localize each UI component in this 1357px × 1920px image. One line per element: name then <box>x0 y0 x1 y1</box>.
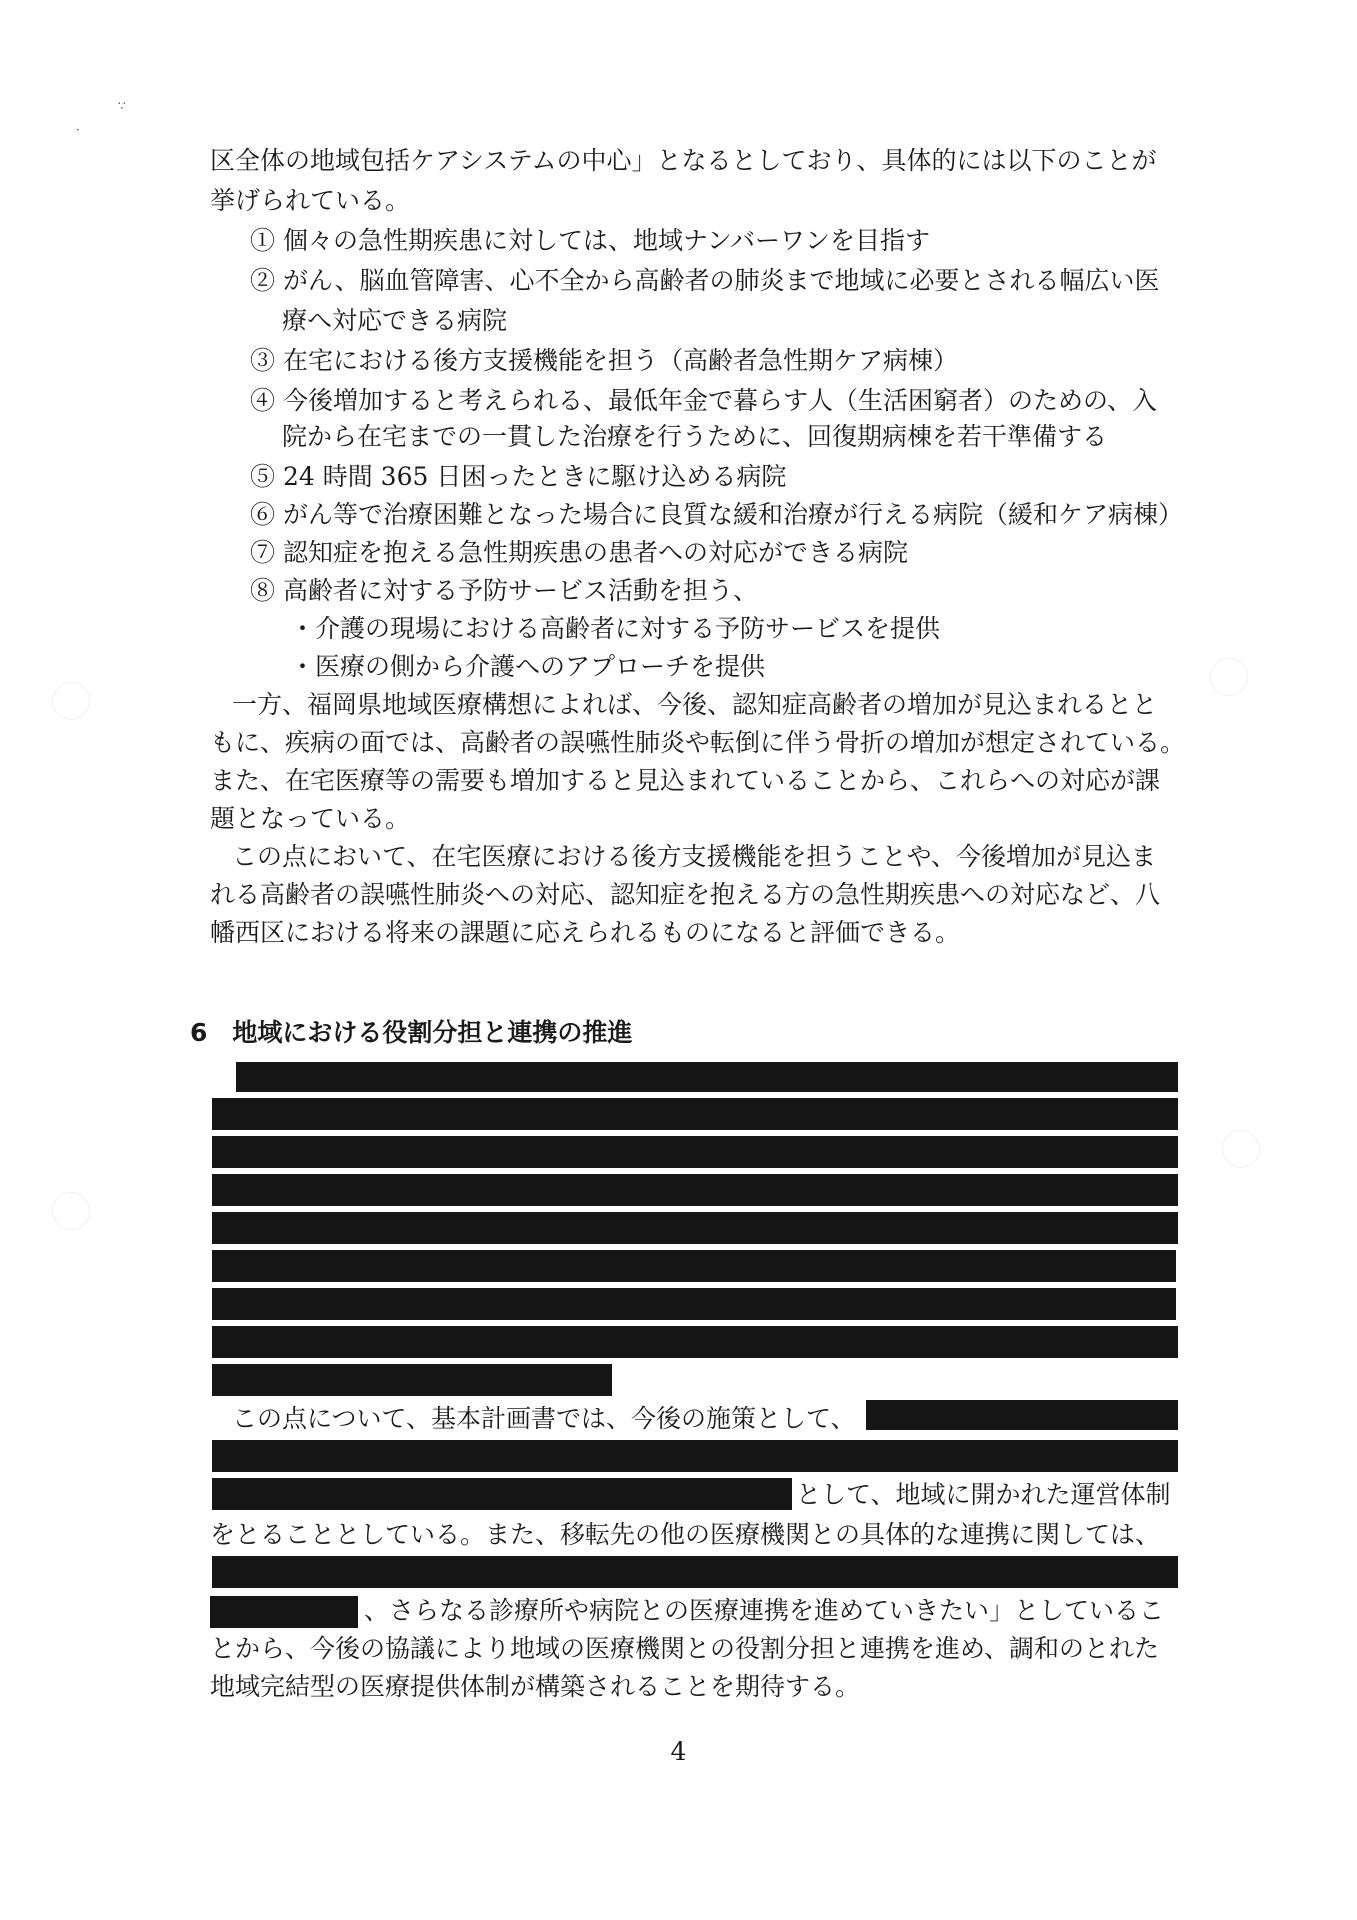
list-text: がん等で治療困難となった場合に良質な緩和治療が行える病院（緩和ケア病棟） <box>282 500 1183 529</box>
scan-speck: · <box>76 123 80 137</box>
list-text: 在宅における後方支援機能を担う（高齢者急性期ケア病棟） <box>282 346 958 375</box>
list-number: ① <box>250 226 276 255</box>
list-number: ② <box>250 266 276 295</box>
paragraph-line: また、在宅医療等の需要も増加すると見込まれていることから、これらへの対応が課 <box>210 766 1161 795</box>
redaction-bar <box>210 1596 358 1628</box>
list-text: 認知症を抱える急性期疾患の患者への対応ができる病院 <box>282 538 908 567</box>
paragraph-line: 地域完結型の医療提供体制が構築されることを期待する。 <box>210 1672 861 1701</box>
redaction-bar <box>212 1212 1178 1244</box>
list-text: 高齢者に対する予防サービス活動を担う、 <box>282 576 758 605</box>
redaction-bar <box>212 1556 1178 1588</box>
bullet-item: ・介護の現場における高齢者に対する予防サービスを提供 <box>290 614 941 643</box>
redaction-bar <box>212 1288 1176 1320</box>
list-item <box>250 264 1220 298</box>
list-item <box>250 460 1220 494</box>
list-number: ③ <box>250 346 276 375</box>
list-item <box>250 536 1220 570</box>
list-text: がん、脳血管障害、心不全から高齢者の肺炎まで地域に必要とされる幅広い医 <box>282 266 1160 295</box>
redaction-bar <box>212 1478 792 1510</box>
list-item <box>250 224 1220 258</box>
redaction-bar <box>212 1098 1178 1130</box>
punch-hole <box>1222 1130 1260 1168</box>
paragraph-line: をとることとしている。また、移転先の他の医療機関との具体的な連携に関しては、 <box>210 1520 1161 1549</box>
paragraph-line: もに、疾病の面では、高齢者の誤嚥性肺炎や転倒に伴う骨折の増加が想定されている。 <box>210 728 1186 757</box>
intro-line: 挙げられている。 <box>210 186 411 215</box>
redaction-bar <box>212 1250 1176 1282</box>
paragraph-line: として、地域に開かれた運営体制 <box>796 1480 1171 1509</box>
list-number: ⑤ <box>250 462 276 491</box>
paragraph-line: 一方、福岡県地域医療構想によれば、今後、認知症高齢者の増加が見込まれるとと <box>232 690 1158 719</box>
bullet-item: ・医療の側から介護へのアプローチを提供 <box>290 652 766 681</box>
list-text: 今後増加すると考えられる、最低年金で暮らす人（生活困窮者）のための、入 <box>282 386 1157 415</box>
page-number: 4 <box>670 1737 687 1766</box>
scan-speck: ∵ <box>118 99 126 113</box>
list-item <box>250 498 1220 532</box>
intro-line: 区全体の地域包括ケアシステムの中心」となるとしており、具体的には以下のことが <box>210 146 1157 175</box>
list-item-continuation: 院から在宅までの一貫した治療を行うために、回復期病棟を若干準備する <box>282 422 1108 451</box>
section-heading: 6 地域における役割分担と連携の推進 <box>190 1018 633 1047</box>
list-number: ⑥ <box>250 500 276 529</box>
redaction-bar <box>236 1062 1178 1092</box>
list-item <box>250 384 1220 418</box>
paragraph-line: この点について、基本計画書では、今後の施策として、 <box>232 1404 856 1433</box>
list-number: ④ <box>250 386 276 415</box>
list-text: 24 時間 365 日困ったときに駆け込める病院 <box>282 462 787 491</box>
punch-hole <box>52 682 90 720</box>
list-text: 個々の急性期疾患に対しては、地域ナンバーワンを目指す <box>282 226 930 255</box>
paragraph-line: れる高齢者の誤嚥性肺炎への対応、認知症を抱える方の急性期疾患への対応など、八 <box>210 880 1161 909</box>
redaction-bar <box>212 1364 612 1396</box>
list-item-continuation: 療へ対応できる病院 <box>282 306 508 335</box>
redaction-bar <box>212 1440 1178 1472</box>
paragraph-line: この点において、在宅医療における後方支援機能を担うことや、今後増加が見込ま <box>232 842 1157 871</box>
list-number: ⑧ <box>250 576 276 605</box>
redaction-bar <box>866 1400 1178 1430</box>
list-item <box>250 344 1220 378</box>
paragraph-line: 幡西区における将来の課題に応えられるものになると評価できる。 <box>210 918 961 947</box>
punch-hole <box>52 1192 90 1230</box>
paragraph-line: とから、今後の協議により地域の医療機関との役割分担と連携を進め、調和のとれた <box>210 1634 1160 1663</box>
redaction-bar <box>212 1136 1178 1168</box>
redaction-bar <box>212 1174 1178 1206</box>
list-item <box>250 574 1220 608</box>
list-number: ⑦ <box>250 538 276 567</box>
paragraph-line: 、さらなる診療所や病院との医療連携を進めていきたい」としているこ <box>364 1596 1165 1625</box>
paragraph-line: 題となっている。 <box>210 804 411 833</box>
redaction-bar <box>212 1326 1178 1358</box>
